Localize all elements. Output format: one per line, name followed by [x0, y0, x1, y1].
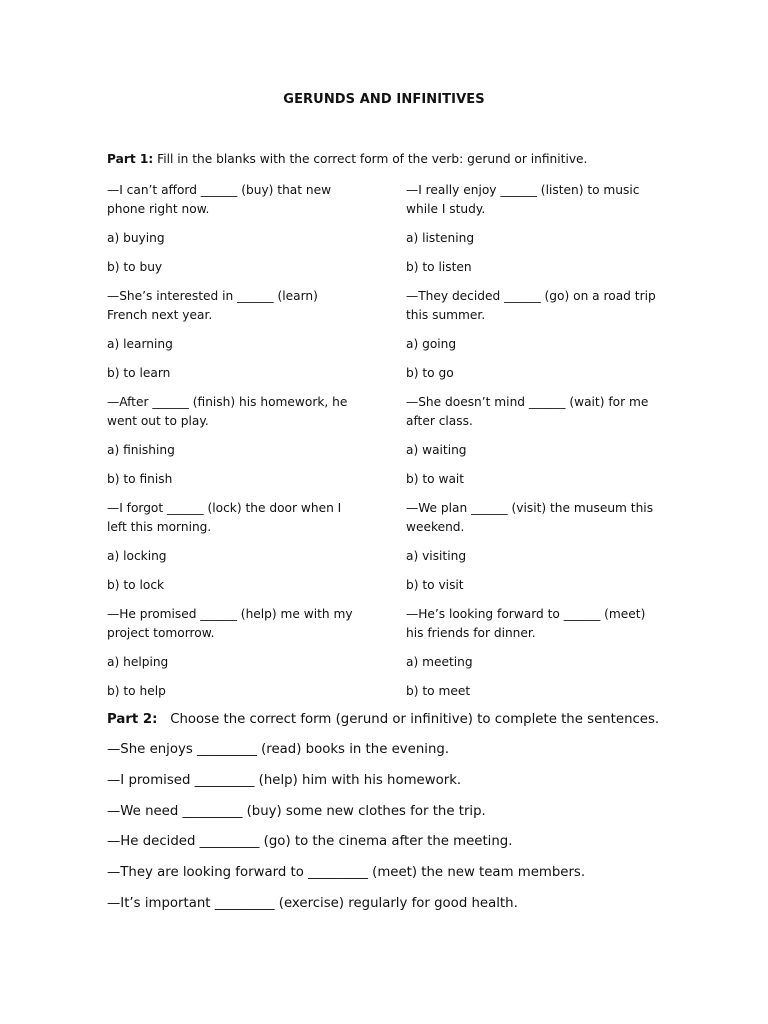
part2-sentence-1: —She enjoys _________ (read) books in the evening. [107, 742, 450, 757]
question-6-option-a: a) waiting [406, 443, 467, 457]
question-1-option-b: b) to buy [107, 260, 163, 274]
part2-section [107, 711, 659, 926]
question-8-option-b: b) to visit [406, 578, 464, 592]
question-5-option-a: a) finishing [107, 443, 175, 457]
part2-sentence-6: —It’s important _________ (exercise) regularly for good health. [107, 895, 518, 911]
part2-instruction [107, 711, 659, 729]
question-3-option-a: a) learning [107, 337, 173, 351]
question-4-option-a: a) going [406, 337, 457, 351]
question-2-option-a: a) listening [406, 231, 475, 245]
question-9-option-a: a) helping [107, 655, 169, 669]
part2-instruction-text: Choose the correct form (gerund or infinitive) to complete the sentences. [170, 712, 660, 727]
question-9: —He promised ______ (help) me with my project tomorrow. [107, 607, 353, 640]
question-3: —She’s interested in ______ (learn) French next year. [107, 289, 318, 322]
question-4-option-b: b) to go [406, 366, 454, 380]
question-1: —I can’t afford ______ (buy) that new phone right now. [107, 183, 332, 216]
question-2: —I really enjoy ______ (listen) to music while I study. [406, 183, 640, 216]
question-5-option-b: b) to finish [107, 472, 173, 486]
question-6-option-b: b) to wait [406, 472, 465, 486]
part1-right-column [406, 181, 661, 701]
question-6: —She doesn’t mind ______ (wait) for me after class. [406, 395, 649, 428]
question-10: —He’s looking forward to ______ (meet) his friends for dinner. [406, 607, 646, 640]
part2-sentence-4: —He decided _________ (go) to the cinema after the meeting. [107, 834, 513, 850]
part1-instruction-text: Fill in the blanks with the correct form of the verb: gerund or infinitive. [157, 152, 588, 166]
part2-sentence-2: —I promised _________ (help) him with his homework. [107, 772, 462, 788]
question-10-option-a: a) meeting [406, 655, 473, 669]
part2-sentence-3: —We need _________ (buy) some new clothes for the trip. [107, 803, 486, 819]
question-9-option-b: b) to help [107, 684, 166, 698]
question-8-option-a: a) visiting [406, 549, 467, 563]
question-8: —We plan ______ (visit) the museum this weekend. [406, 501, 654, 534]
part1-instruction [107, 152, 587, 166]
question-1-option-a: a) buying [107, 231, 165, 245]
question-7: —I forgot ______ (lock) the door when I left this morning. [107, 501, 342, 534]
part2-label: Part 2: [107, 712, 158, 727]
part2-sentence-5: —They are looking forward to _________ (meet) the new team members. [107, 865, 586, 881]
question-4: —They decided ______ (go) on a road trip this summer. [406, 289, 656, 322]
part1-left-column [107, 181, 362, 701]
question-2-option-b: b) to listen [406, 260, 472, 274]
question-3-option-b: b) to learn [107, 366, 171, 380]
question-10-option-b: b) to meet [406, 684, 471, 698]
part1-label: Part 1: [107, 152, 154, 166]
page-title: GERUNDS AND INFINITIVES [283, 92, 485, 107]
question-7-option-b: b) to lock [107, 578, 165, 592]
question-5: —After ______ (finish) his homework, he went out to play. [107, 395, 348, 428]
question-7-option-a: a) locking [107, 549, 167, 563]
